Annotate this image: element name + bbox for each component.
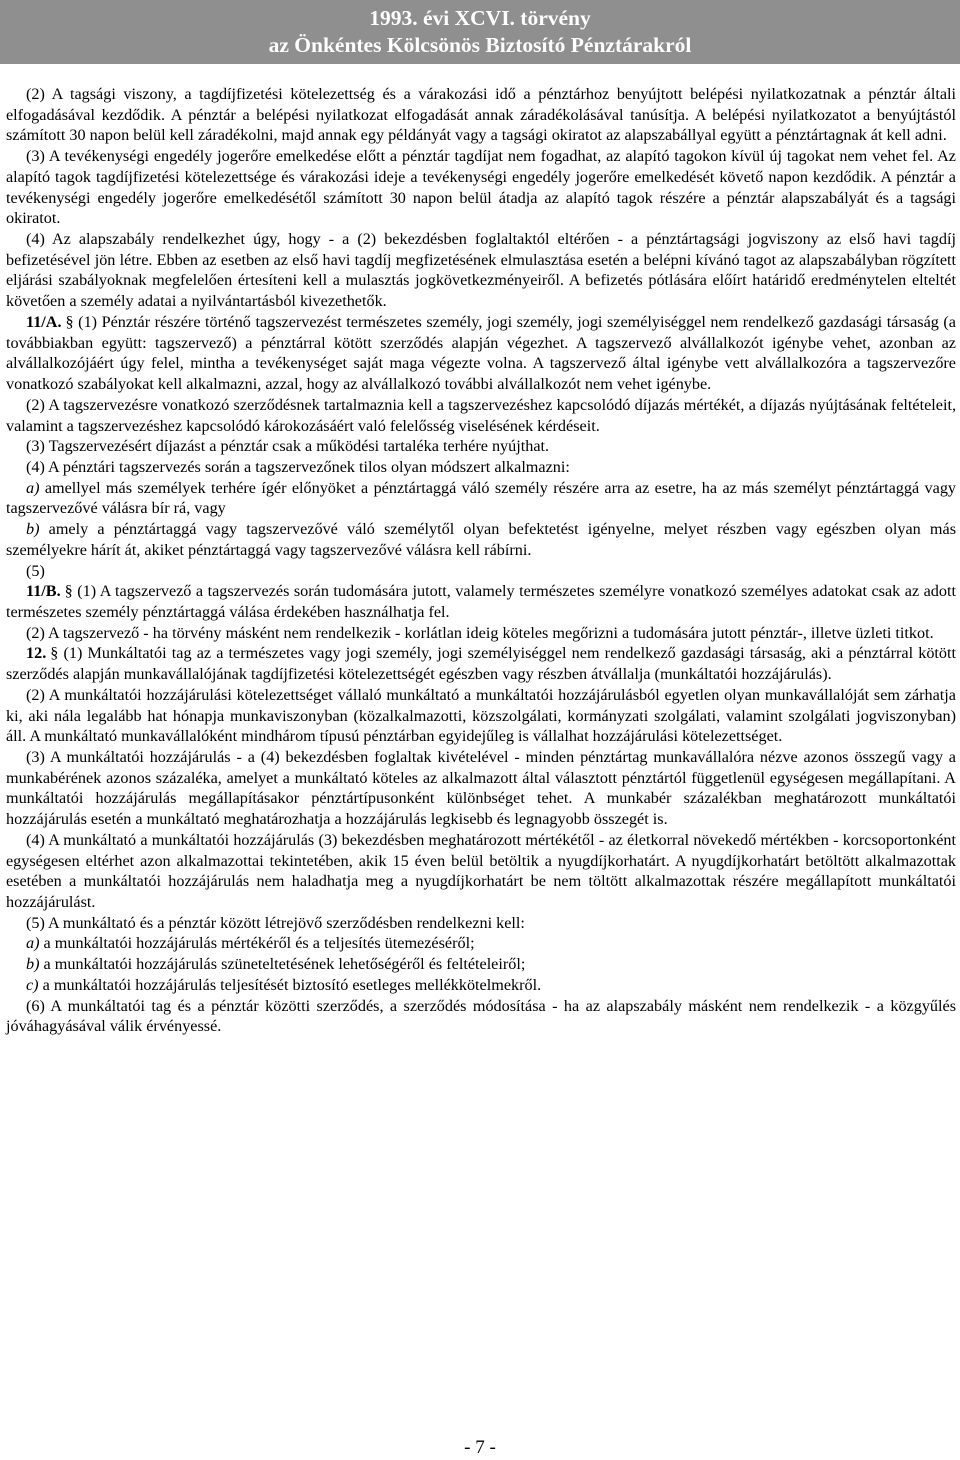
paragraph-text: (3) A tevékenységi engedély jogerőre emelkedése előtt a pénztár tagdíjat nem fogadhat, az alapító tagokon kívül új tagokat nem vehet fel. Az alapító tagok tagdíjfizetési kötelezettsége és várakozási ideje a tevékenységi engedély jogerőre emelkedését követő napon kezdődik. A pénztár a tevékenységi engedély jogerőre emelkedésétől számított 30 napon belül átadja az alapító tagok részére a pénztár alapszabályát és a tagsági okiratot. (6, 147, 956, 228)
paragraph (6, 685, 956, 747)
section-number: 11/B. (26, 582, 61, 601)
paragraph-text: amellyel más személyek terhére ígér előnyöket a pénztártaggá váló személy részére arra az esetre, ha az más személyt pénztártaggá vagy tagszervezővé válásra bír rá, vagy (6, 478, 957, 518)
paragraph-text: (2) A tagszervezésre vonatkozó szerződésnek tartalmaznia kell a tagszervezéshez kapcsolódó díjazás mértékét, a díjazás nyújtásának feltételeit, valamint a tagszervezéshez kapcsolódó károkozásáért való felelősség viselésének kérdéseit. (6, 395, 956, 435)
paragraph (6, 643, 956, 684)
paragraph (6, 519, 956, 560)
header-law-title: 1993. évi XCVI. törvény (369, 6, 591, 30)
point-label: b) (26, 955, 40, 974)
paragraph (6, 747, 956, 830)
paragraph-text: (4) A pénztári tagszervezés során a tagszervezőnek tilos olyan módszert alkalmazni: (26, 457, 570, 476)
paragraph (6, 913, 956, 934)
paragraph-text: (4) Az alapszabály rendelkezhet úgy, hogy - a (2) bekezdésben foglaltaktól eltérően - a pénztártagsági jogviszony az első havi tagdíj befizetésével jön létre. Ebben az esetben az első havi tagdíj megfizetésének elmulasztása esetén a belépni kívánó tagot az alapszabályban rögzített eljárási szabályoknak megfelelően értesíteni kell a mulasztás jogkövetkezményeiről. A befizetés pótlására előírt határidő eredménytelen elteltét követően a személy adatai a nyilvántartásból kivezethetők. (6, 230, 956, 311)
paragraph-text: (4) A munkáltató a munkáltatói hozzájárulás (3) bekezdésben meghatározott mértékétől - az életkorral növekedő mértékben - korcsoportonként egységesen eltérhet azon alkalmazottai tekintetében, akik 15 éven belül betöltik a nyugdíjkorhatárt. A nyugdíjkorhatárt betöltött alkalmazottak esetében a munkáltatói hozzájárulás nem haladhatja meg a nyugdíjkorhatárt be nem töltött alkalmazottak részére megállapított munkáltatói hozzájárulást. (6, 830, 956, 912)
page-header (0, 0, 960, 64)
point-label: b) (26, 520, 40, 539)
paragraph-text: a munkáltatói hozzájárulás teljesítését biztosító esetleges mellékkötelmekről. (42, 975, 542, 994)
paragraph-text: (2) A tagsági viszony, a tagdíjfizetési kötelezettség és a várakozási idő a pénztárhoz benyújtott belépési nyilatkozatnak a pénztár általi elfogadásával kezdődik. A pénztár a belépési nyilatkozat elfogadását annak záradékolásával tanúsítja. A belépési nyilatkozatot a benyújtástól számított 30 napon belül kell záradékolni, majd annak egy példányát vagy a tagsági okiratot az alapszabállyal együtt a pénztártagnak át kell adni. (6, 85, 956, 145)
paragraph-text: (6) A munkáltatói tag és a pénztár közötti szerződés, a szerződés módosítása - ha az alapszabály másként nem rendelkezik - a közgyűlés jóváhagyásával válik érvényessé. (6, 996, 956, 1036)
paragraph (6, 996, 956, 1037)
paragraph (6, 581, 956, 622)
paragraph-text: § (1) Pénztár részére történő tagszervezést természetes személy, jogi személy, jogi személyiséggel nem rendelkező gazdasági társaság (a továbbiakban együtt: tagszervező) a pénztárral kötött szerződés alapján végezhet. A tagszervező alvállalkozót igénybe vehet, azonban az alvállalkozójáért úgy felel, mintha a tevékenységet saját maga végezte volna. A tagszervező által igénybe vett alvállalkozóra a tagszervezőre vonatkozó szabályokat kell alkalmazni, azzal, hogy az alvállalkozó további alvállalkozót nem vehet igénybe. (6, 312, 956, 394)
paragraph (6, 395, 956, 436)
paragraph (6, 623, 956, 644)
paragraph-text: (2) A munkáltatói hozzájárulási kötelezettséget vállaló munkáltató a munkáltatói hozzájárulásból egyetlen olyan munkavállalóját sem zárhatja ki, aki nála legalább hat hónapja munkaviszonyban (közalkalmazotti, közszolgálati, kormányzati szolgálati, valamint szolgálati jogviszonyban) áll. A munkáltató munkavállalóként mindhárom típusú pénztárban egyidejűleg is vállalhat hozzájárulási kötelezettséget. (6, 685, 956, 746)
paragraph (6, 146, 956, 229)
paragraph (6, 933, 956, 954)
paragraph-text: (2) A tagszervező - ha törvény másként nem rendelkezik - korlátlan ideig köteles megőrizni a tudomására jutott pénztár-, illetve üzleti titkot. (26, 623, 934, 642)
point-label: c) (26, 975, 39, 994)
paragraph-text: (5) A munkáltató és a pénztár között létrejövő szerződésben rendelkezni kell: (26, 913, 525, 932)
paragraph (6, 830, 956, 913)
paragraph (6, 436, 956, 457)
section-number: 12. (26, 644, 47, 663)
point-label: a) (26, 478, 40, 497)
paragraph-text: a munkáltatói hozzájárulás szüneteltetésének lehetőségéről és feltételeiről; (43, 955, 526, 974)
paragraph-text: (3) Tagszervezésért díjazást a pénztár csak a működési tartaléka terhére nyújthat. (26, 437, 550, 456)
paragraph-text: (3) A munkáltatói hozzájárulás - a (4) bekezdésben foglaltak kivételével - minden pénztártag munkavállalóra nézve azonos összegű vagy a munkabérének azonos százaléka, amelyet a munkáltató köteles az alkalmazott által választott pénztártól függetlenül egységesen megállapítani. A munkáltatói hozzájárulás megállapításakor pénztártípusonként különbséget tehet. A munkabér százalékban meghatározott munkáltatói hozzájárulás esetén a munkáltató meghatározhatja a hozzájárulás legkisebb és legnagyobb összegét is. (6, 748, 956, 829)
paragraph (6, 954, 956, 975)
paragraph (6, 457, 956, 478)
paragraph-text: § (1) Munkáltatói tag az a természetes vagy jogi személy, jogi személyiséggel nem rendelkező gazdasági társaság, aki a pénztárral kötött szerződés alapján munkavállalójának tagdíjfizetési kötelezettségét egészben vagy részben átvállalja (munkáltatói hozzájárulás). (6, 644, 956, 684)
paragraph (6, 229, 956, 312)
paragraph (6, 312, 956, 395)
paragraph-text: (5) (26, 561, 45, 580)
paragraph (6, 478, 956, 519)
header-law-subject: az Önkéntes Kölcsönös Biztosító Pénztárakról (268, 33, 692, 57)
paragraph (6, 561, 956, 582)
paragraph (6, 975, 956, 996)
paragraph-text: a munkáltatói hozzájárulás mértékéről és a teljesítés ütemezéséről; (43, 934, 475, 953)
page-number: - 7 - (464, 1437, 496, 1458)
document-body (6, 84, 956, 1037)
point-label: a) (26, 934, 40, 953)
paragraph-text: § (1) A tagszervező a tagszervezés során tudomására jutott, valamely természetes személyre vonatkozó személyes adatokat csak az adott természetes személy pénztártaggá válása érdekében használhatja fel. (6, 582, 956, 621)
paragraph-text: amely a pénztártaggá vagy tagszervezővé váló személytől olyan befektetést igényelne, melyet részben vagy egészben olyan más személyekre hárít át, akiket pénztártaggá vagy tagszervezővé válásra kell rábírni. (6, 520, 957, 559)
paragraph (6, 84, 956, 146)
section-number: 11/A. (26, 312, 62, 331)
